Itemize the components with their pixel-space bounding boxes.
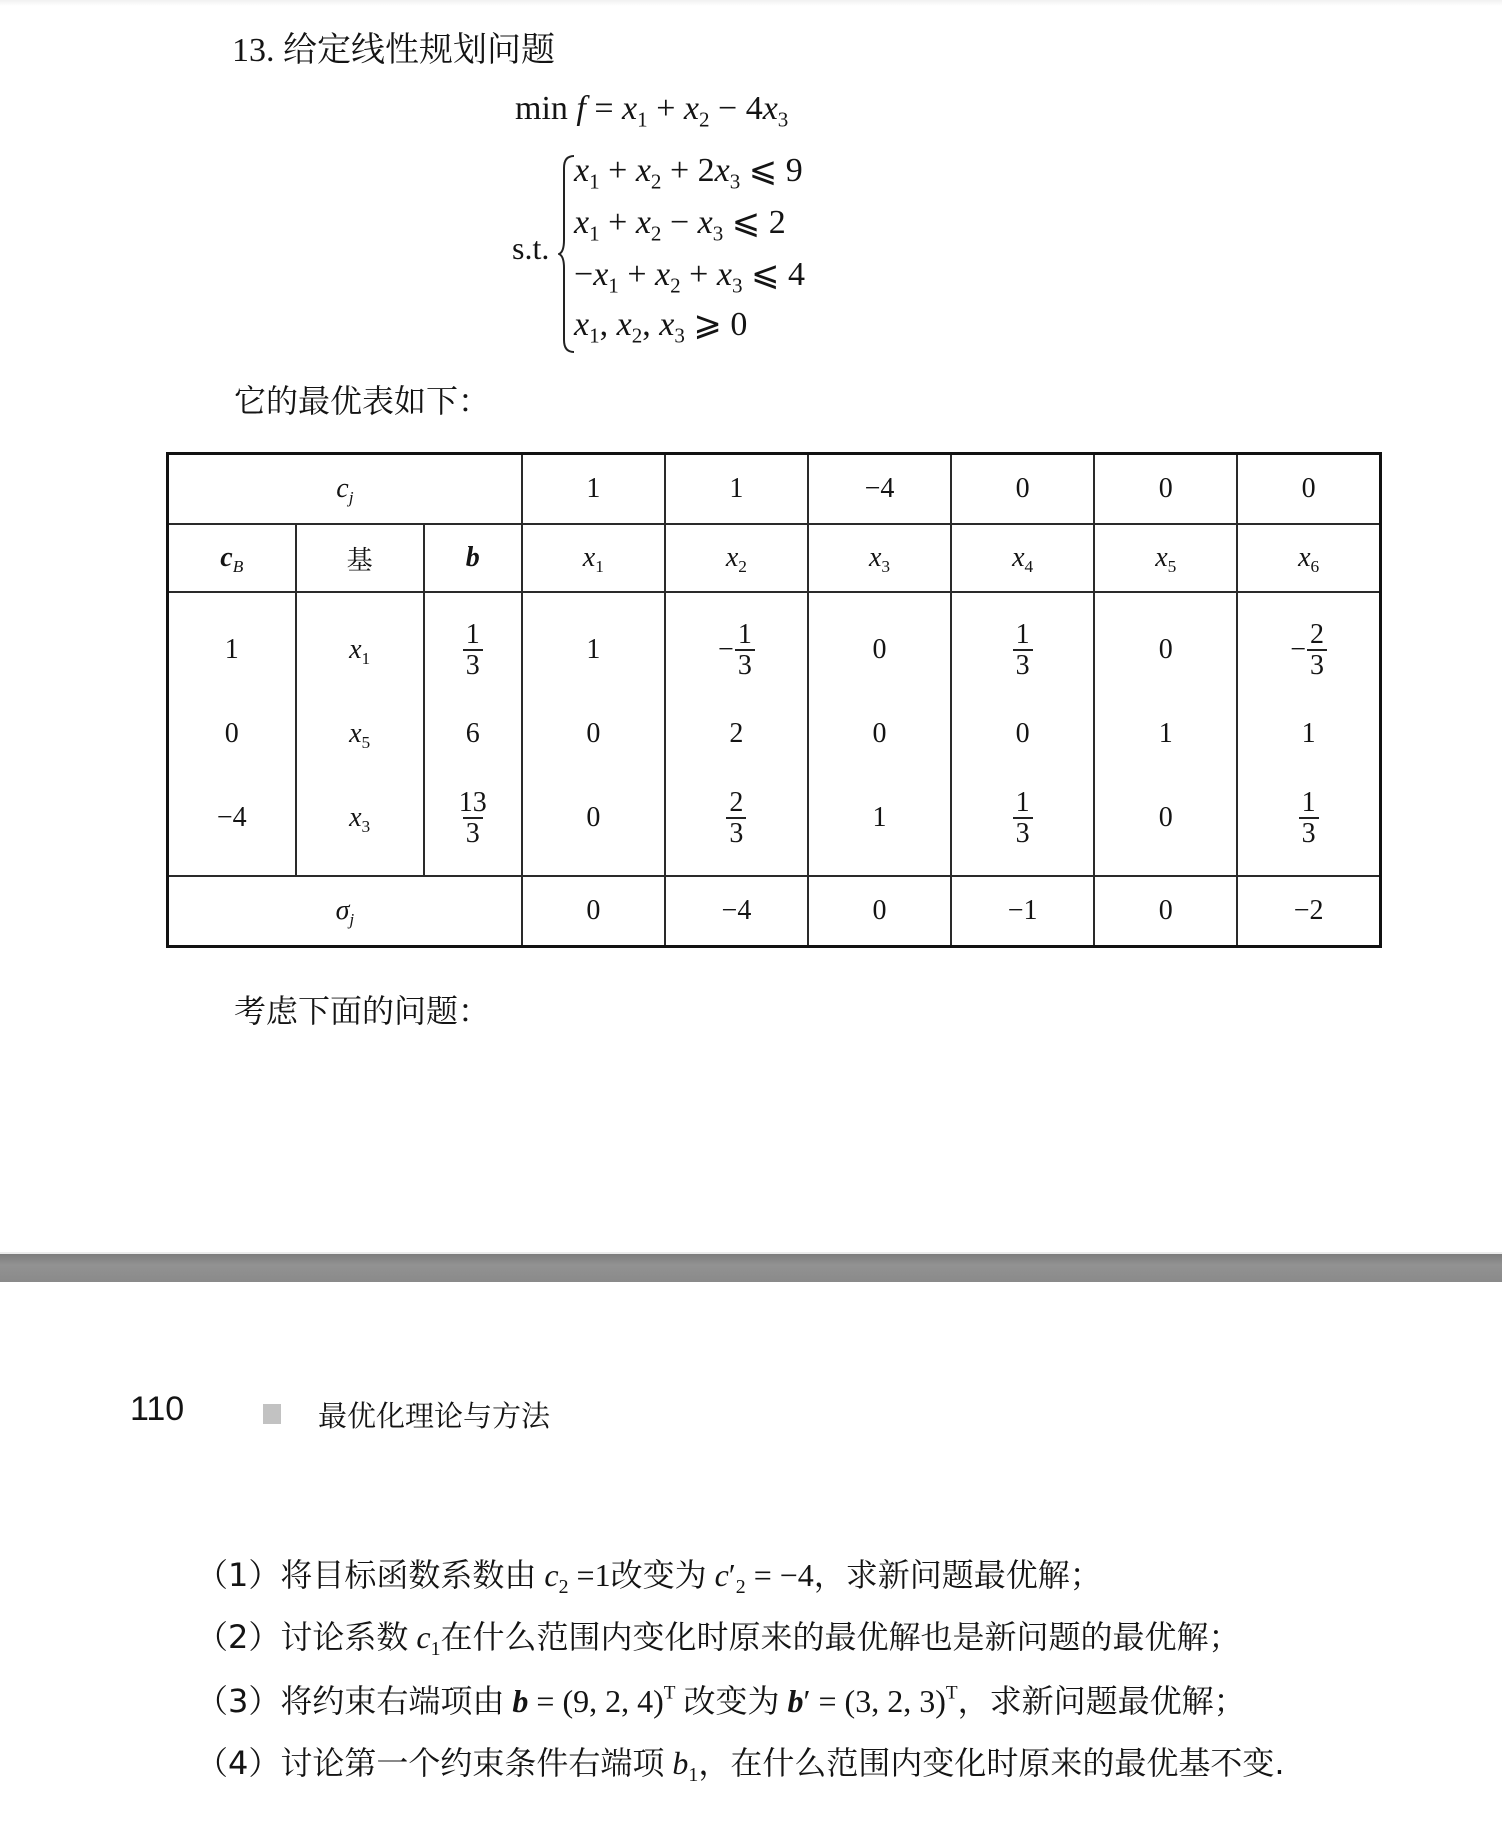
min-keyword: min <box>515 90 568 127</box>
cj-cell: −4 <box>808 454 951 525</box>
coef-cell: 0 <box>951 699 1094 769</box>
cj-label: $c_j$ <box>168 454 522 525</box>
coef-cell: 1 <box>1237 699 1380 769</box>
coef-cell: 2 <box>665 699 808 769</box>
fraction: $\frac{1}{3}$ <box>1013 620 1033 681</box>
basis-cell: $x_1$ <box>296 592 424 699</box>
coef-cell <box>951 769 1094 876</box>
cb-header: $c_B$ <box>168 524 296 592</box>
reduced-cost-row <box>168 876 1381 947</box>
sigma-label: $\sigma_j$ <box>168 876 522 947</box>
question-text: 改变为 <box>683 1682 780 1720</box>
op: + <box>647 90 684 127</box>
question-number: （1） <box>196 1556 281 1594</box>
fraction: $\frac{13}{3}$ <box>458 786 487 849</box>
fraction: $\frac{1}{3}$ <box>735 620 755 681</box>
question-text: ，求新问题最优解； <box>813 1556 1102 1594</box>
coef-cell: 0 <box>1094 769 1237 876</box>
var: x <box>683 90 699 127</box>
question-text: 讨论系数 <box>280 1618 409 1656</box>
cj-cell: 0 <box>1094 454 1237 525</box>
question-text: 讨论第一个约束条件右端项 <box>280 1744 665 1782</box>
page-separator <box>0 1252 1502 1282</box>
coef-cell: 0 <box>522 699 665 769</box>
cb-cell: −4 <box>168 769 296 876</box>
coef-cell: 0 <box>808 592 951 699</box>
tableau-row <box>168 592 1381 699</box>
fraction: $\frac{2}{3}$ <box>726 788 746 849</box>
cost-row <box>168 454 1381 525</box>
coef-cell: − $\frac{2}{3}$ <box>1237 592 1380 699</box>
var-header: $x_2$ <box>665 524 808 592</box>
problem-title <box>232 22 555 71</box>
var-header: $x_6$ <box>1237 524 1380 592</box>
coef-cell: 0 <box>1094 592 1237 699</box>
coef-cell: 1 <box>1094 699 1237 769</box>
constraint-1: $x_1 + x_2 + 2x_3$ ⩽ 9 <box>574 152 803 194</box>
constraint-2: $x_1 + x_2 - x_3$ ⩽ 2 <box>574 204 786 246</box>
objective-symbol: f <box>576 90 586 127</box>
coef-cell <box>951 592 1094 699</box>
coef-cell: 0 <box>522 769 665 876</box>
coef-cell: 0 <box>808 699 951 769</box>
question-4: （4）讨论第一个约束条件右端项 $b_1$，在什么范围内变化时原来的最优基不变. <box>196 1744 1285 1786</box>
cj-cell: 1 <box>665 454 808 525</box>
var-header: $x_3$ <box>808 524 951 592</box>
coef-cell <box>1237 769 1380 876</box>
constraint-3: $-x_1 + x_2 + x_3$ ⩽ 4 <box>574 256 805 298</box>
var-header: $x_4$ <box>951 524 1094 592</box>
cb-cell: 1 <box>168 592 296 699</box>
cb-cell: 0 <box>168 699 296 769</box>
sigma-cell: −1 <box>951 876 1094 947</box>
tableau-row <box>168 699 1381 769</box>
subject-to-label: s.t. <box>512 230 550 266</box>
b-cell <box>424 769 522 876</box>
basis-cell: $x_5$ <box>296 699 424 769</box>
cj-cell: 1 <box>522 454 665 525</box>
b-cell <box>424 592 522 699</box>
question-1: （1）将目标函数系数由 $c_2 =1$改变为 $c'_2 = -4$，求新问题最优解； <box>196 1556 1102 1598</box>
op: − 4 <box>709 90 763 127</box>
fraction: $\frac{1}{3}$ <box>463 620 483 681</box>
optimal-simplex-tableau <box>166 452 1382 948</box>
coef-cell: 1 <box>808 769 951 876</box>
tableau-row <box>168 769 1381 876</box>
problem-title-text: 给定线性规划问题 <box>283 30 555 70</box>
basis-cell: $x_3$ <box>296 769 424 876</box>
book-title: 最优化理论与方法 <box>318 1399 551 1433</box>
sigma-cell: −4 <box>665 876 808 947</box>
question-text: 改变为 <box>610 1556 707 1594</box>
header-square-icon <box>263 1404 281 1424</box>
previous-page-edge <box>0 0 1502 6</box>
objective-function <box>515 90 789 132</box>
question-text: 将约束右端项由 <box>280 1682 505 1720</box>
sigma-cell: 0 <box>808 876 951 947</box>
tableau-intro-text: 它的最优表如下： <box>234 382 491 420</box>
question-3: （3）将约束右端项由 b = (9, 2, 4)$^T$ 改变为 b′ = (3, 2, 3)$^T$，求新问题最优解； <box>196 1682 1246 1720</box>
sigma-cell: 0 <box>1094 876 1237 947</box>
sub: 1 <box>637 107 648 132</box>
fraction: $\frac{1}{3}$ <box>1013 788 1033 849</box>
var-header: $x_5$ <box>1094 524 1237 592</box>
problem-number: 13. <box>232 32 275 69</box>
question-text: ，求新问题最优解； <box>957 1682 1246 1720</box>
question-number: （2） <box>196 1618 281 1656</box>
consider-text: 考虑下面的问题： <box>234 992 491 1030</box>
b-header: b <box>424 524 522 592</box>
question-number: （4） <box>196 1744 281 1782</box>
sigma-cell: 0 <box>522 876 665 947</box>
coef-cell: 1 <box>522 592 665 699</box>
cj-cell: 0 <box>951 454 1094 525</box>
question-text: 在什么范围内变化时原来的最优解也是新问题的最优解； <box>440 1618 1241 1656</box>
question-number: （3） <box>196 1682 281 1720</box>
nonnegativity-constraint: $x_1$, $x_2$, $x_3$ ⩾ 0 <box>574 306 748 348</box>
page-number: 110 <box>130 1390 185 1428</box>
sub: 3 <box>777 107 789 132</box>
fraction: $\frac{1}{3}$ <box>1299 788 1319 849</box>
question-text: 将目标函数系数由 <box>280 1556 537 1594</box>
fraction: $\frac{2}{3}$ <box>1307 620 1327 681</box>
equals-sign: = <box>594 90 614 127</box>
basis-header: 基 <box>296 524 424 592</box>
question-text: ，在什么范围内变化时原来的最优基不变. <box>698 1744 1285 1782</box>
var-header: $x_1$ <box>522 524 665 592</box>
cj-cell: 0 <box>1237 454 1380 525</box>
coef-cell: − $\frac{1}{3}$ <box>665 592 808 699</box>
b-cell: 6 <box>424 699 522 769</box>
header-row <box>168 524 1381 592</box>
var: x <box>762 90 778 127</box>
question-2: （2）讨论系数 $c_1$在什么范围内变化时原来的最优解也是新问题的最优解； <box>196 1618 1241 1660</box>
sigma-cell: −2 <box>1237 876 1380 947</box>
var: x <box>622 90 638 127</box>
sub: 2 <box>698 107 710 132</box>
coef-cell <box>665 769 808 876</box>
